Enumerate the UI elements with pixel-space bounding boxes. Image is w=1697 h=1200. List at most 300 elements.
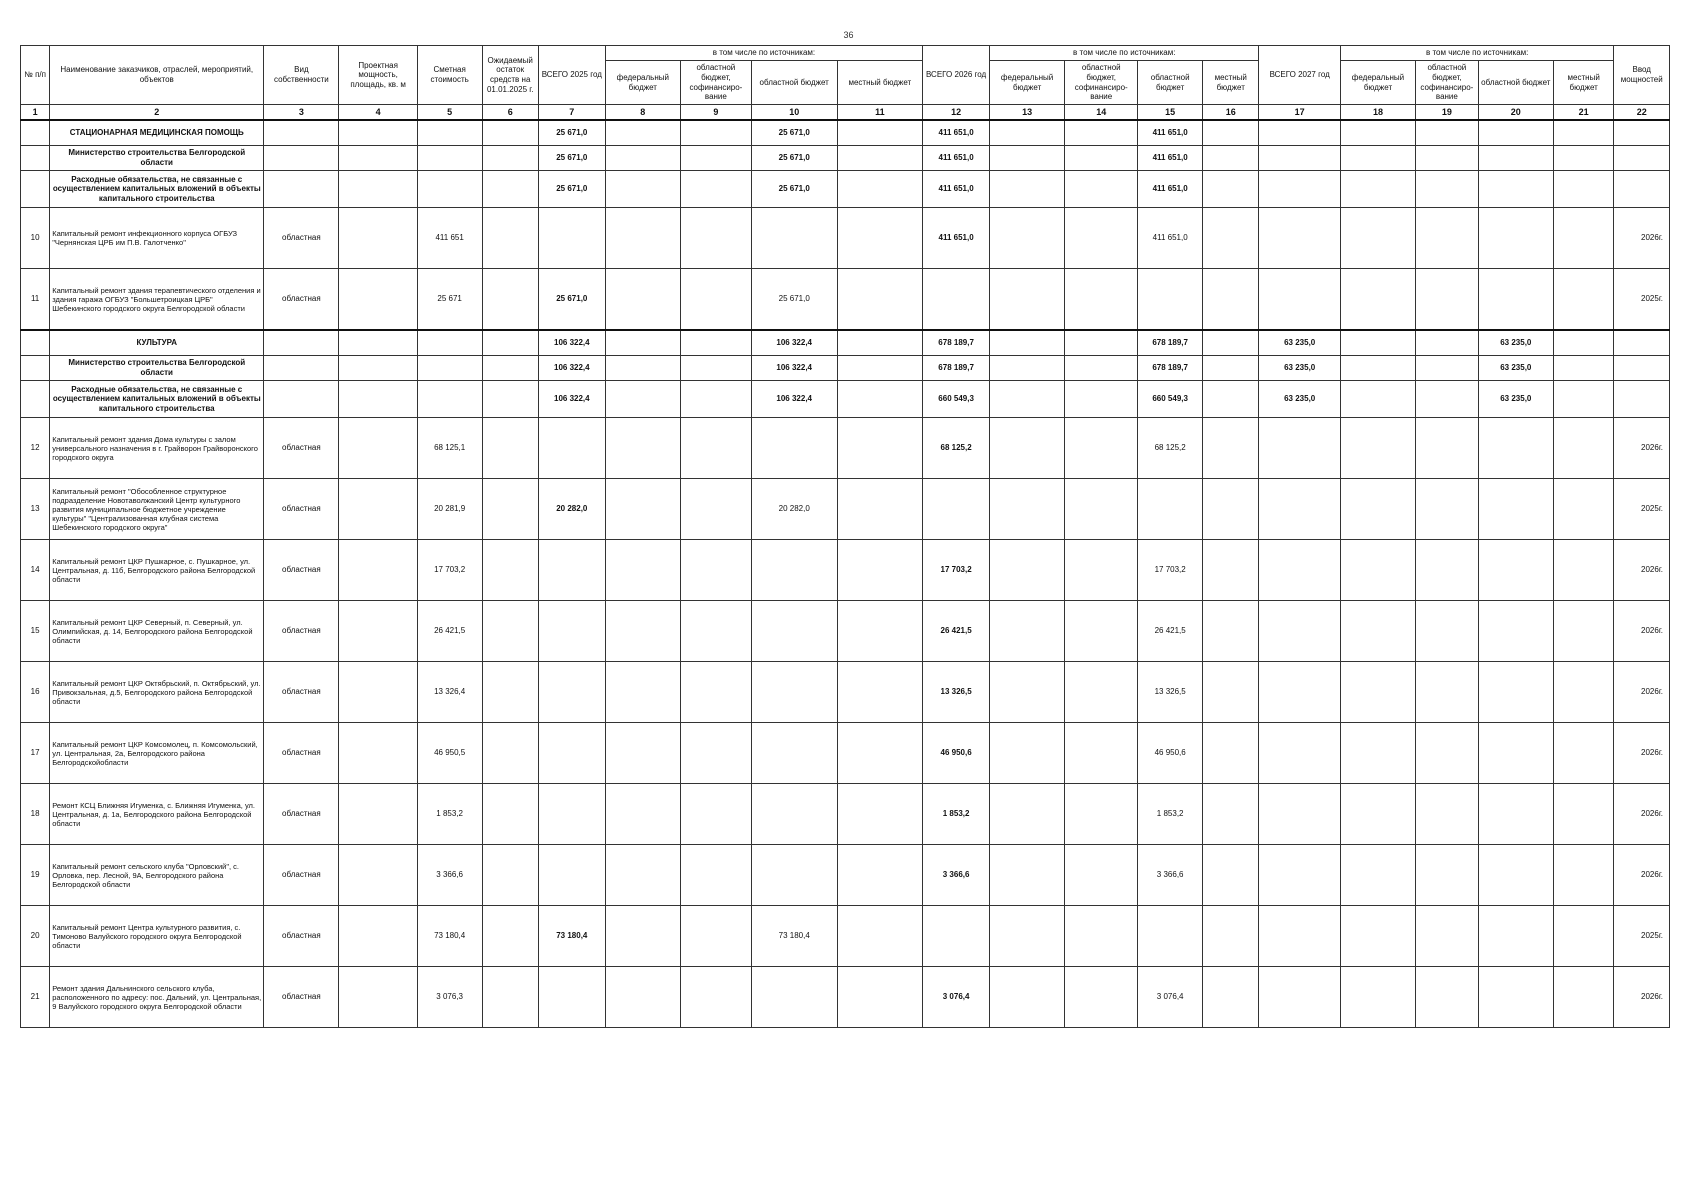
federal-2026 xyxy=(990,784,1065,845)
investment-program-table xyxy=(20,45,1670,1028)
capacity-input-year: 2026г. xyxy=(1614,208,1670,269)
estimated-cost: 13 326,4 xyxy=(417,662,482,723)
federal-2025 xyxy=(605,479,680,540)
remainder xyxy=(482,146,538,171)
total-2027 xyxy=(1259,418,1340,479)
column-number: 6 xyxy=(482,105,538,121)
ownership xyxy=(264,120,339,146)
header-regional-cofin-2025: областной бюджет, софинансиро-вание xyxy=(680,61,751,105)
capacity xyxy=(339,906,417,967)
estimated-cost xyxy=(417,120,482,146)
regional-2026: 678 189,7 xyxy=(1138,330,1203,356)
local-2025 xyxy=(837,784,923,845)
local-2027 xyxy=(1553,269,1614,331)
header-regional-cofin-2027: областной бюджет, софинансиро-вание xyxy=(1416,61,1479,105)
column-number: 10 xyxy=(751,105,837,121)
row-number: 21 xyxy=(21,967,50,1028)
estimated-cost xyxy=(417,146,482,171)
regional-cofin-2025 xyxy=(680,269,751,331)
total-2025: 25 671,0 xyxy=(538,120,605,146)
regional-2027: 63 235,0 xyxy=(1478,330,1553,356)
object-name: Капитальный ремонт "Обособленное структурное подразделение Новотаволжанский Центр культурного развития муниципальное бюджетное учреждение культуры" "Централизованная клубная система Шебекинского городского округа" xyxy=(50,479,264,540)
federal-2025 xyxy=(605,906,680,967)
regional-cofin-2027 xyxy=(1416,171,1479,208)
regional-cofin-2026 xyxy=(1065,356,1138,381)
federal-2025 xyxy=(605,269,680,331)
regional-2025 xyxy=(751,662,837,723)
estimated-cost xyxy=(417,381,482,418)
total-2025 xyxy=(538,601,605,662)
header-local-2027: местный бюджет xyxy=(1553,61,1614,105)
header-sources-2026: в том числе по источникам: xyxy=(990,46,1259,61)
column-number: 3 xyxy=(264,105,339,121)
regional-2027: 63 235,0 xyxy=(1478,381,1553,418)
capacity-input-year: 2026г. xyxy=(1614,418,1670,479)
column-number: 11 xyxy=(837,105,923,121)
ownership: областная xyxy=(264,479,339,540)
total-2025 xyxy=(538,662,605,723)
federal-2025 xyxy=(605,662,680,723)
regional-cofin-2026 xyxy=(1065,418,1138,479)
column-number: 15 xyxy=(1138,105,1203,121)
local-2025 xyxy=(837,601,923,662)
regional-2025: 25 671,0 xyxy=(751,269,837,331)
federal-2026 xyxy=(990,330,1065,356)
regional-2026: 660 549,3 xyxy=(1138,381,1203,418)
total-2026: 17 703,2 xyxy=(923,540,990,601)
remainder xyxy=(482,418,538,479)
federal-2027 xyxy=(1340,967,1415,1028)
capacity-input-year xyxy=(1614,171,1670,208)
total-2025: 25 671,0 xyxy=(538,171,605,208)
regional-2027 xyxy=(1478,601,1553,662)
regional-2025 xyxy=(751,784,837,845)
federal-2027 xyxy=(1340,381,1415,418)
federal-2026 xyxy=(990,418,1065,479)
total-2026: 68 125,2 xyxy=(923,418,990,479)
capacity-input-year: 2025г. xyxy=(1614,906,1670,967)
regional-2027 xyxy=(1478,120,1553,146)
row-number xyxy=(21,120,50,146)
regional-cofin-2025 xyxy=(680,381,751,418)
regional-2027 xyxy=(1478,479,1553,540)
total-2027 xyxy=(1259,723,1340,784)
total-2025: 106 322,4 xyxy=(538,356,605,381)
table-row-section xyxy=(21,120,1670,146)
remainder xyxy=(482,120,538,146)
remainder xyxy=(482,356,538,381)
capacity xyxy=(339,845,417,906)
total-2025: 25 671,0 xyxy=(538,146,605,171)
total-2026: 3 076,4 xyxy=(923,967,990,1028)
total-2025 xyxy=(538,967,605,1028)
column-number: 2 xyxy=(50,105,264,121)
capacity xyxy=(339,540,417,601)
regional-cofin-2027 xyxy=(1416,967,1479,1028)
local-2025 xyxy=(837,146,923,171)
row-number: 10 xyxy=(21,208,50,269)
remainder xyxy=(482,381,538,418)
local-2026 xyxy=(1203,967,1259,1028)
row-number xyxy=(21,171,50,208)
capacity xyxy=(339,381,417,418)
local-2026 xyxy=(1203,356,1259,381)
regional-cofin-2025 xyxy=(680,723,751,784)
total-2026: 411 651,0 xyxy=(923,171,990,208)
regional-2025 xyxy=(751,601,837,662)
regional-cofin-2026 xyxy=(1065,171,1138,208)
federal-2025 xyxy=(605,418,680,479)
capacity xyxy=(339,601,417,662)
regional-2026 xyxy=(1138,479,1203,540)
row-number xyxy=(21,356,50,381)
table-row-sub xyxy=(21,356,1670,381)
total-2027 xyxy=(1259,208,1340,269)
federal-2025 xyxy=(605,601,680,662)
regional-2026: 411 651,0 xyxy=(1138,120,1203,146)
total-2027 xyxy=(1259,784,1340,845)
header-regional-2026: областной бюджет xyxy=(1138,61,1203,105)
capacity xyxy=(339,784,417,845)
regional-cofin-2026 xyxy=(1065,479,1138,540)
regional-cofin-2026 xyxy=(1065,723,1138,784)
federal-2027 xyxy=(1340,479,1415,540)
total-2026: 46 950,6 xyxy=(923,723,990,784)
local-2027 xyxy=(1553,540,1614,601)
ownership: областная xyxy=(264,906,339,967)
local-2027 xyxy=(1553,723,1614,784)
regional-2025: 73 180,4 xyxy=(751,906,837,967)
local-2026 xyxy=(1203,662,1259,723)
total-2026: 678 189,7 xyxy=(923,330,990,356)
header-regional-2025: областной бюджет xyxy=(751,61,837,105)
capacity xyxy=(339,967,417,1028)
regional-cofin-2025 xyxy=(680,330,751,356)
ownership xyxy=(264,381,339,418)
local-2025 xyxy=(837,171,923,208)
local-2025 xyxy=(837,906,923,967)
regional-cofin-2027 xyxy=(1416,418,1479,479)
remainder xyxy=(482,540,538,601)
local-2025 xyxy=(837,662,923,723)
regional-2027 xyxy=(1478,146,1553,171)
total-2027 xyxy=(1259,120,1340,146)
table-row xyxy=(21,967,1670,1028)
object-name: Ремонт здания Дальнинского сельского клуба, расположенного по адресу: пос. Дальний, ул. Центральная, 9 Валуйского городского округа Белгородской области xyxy=(50,967,264,1028)
capacity-input-year xyxy=(1614,330,1670,356)
capacity xyxy=(339,330,417,356)
regional-cofin-2027 xyxy=(1416,479,1479,540)
total-2027 xyxy=(1259,967,1340,1028)
header-total-2026: ВСЕГО 2026 год xyxy=(923,46,990,105)
regional-cofin-2027 xyxy=(1416,540,1479,601)
object-name: Капитальный ремонт ЦКР Северный, п. Северный, ул. Олимпийская, д. 14, Белгородского района Белгородской области xyxy=(50,601,264,662)
row-number: 15 xyxy=(21,601,50,662)
regional-cofin-2027 xyxy=(1416,120,1479,146)
regional-cofin-2025 xyxy=(680,356,751,381)
local-2026 xyxy=(1203,146,1259,171)
ownership: областная xyxy=(264,540,339,601)
column-number-row xyxy=(21,105,1670,121)
local-2027 xyxy=(1553,330,1614,356)
regional-cofin-2026 xyxy=(1065,120,1138,146)
table-row xyxy=(21,479,1670,540)
regional-2026: 46 950,6 xyxy=(1138,723,1203,784)
table-row xyxy=(21,662,1670,723)
object-name: Капитальный ремонт инфекционного корпуса ОГБУЗ "Чернянская ЦРБ им П.В. Галотченко" xyxy=(50,208,264,269)
local-2027 xyxy=(1553,906,1614,967)
regional-2026: 3 366,6 xyxy=(1138,845,1203,906)
regional-cofin-2027 xyxy=(1416,381,1479,418)
table-row-sub xyxy=(21,146,1670,171)
regional-cofin-2025 xyxy=(680,208,751,269)
regional-cofin-2025 xyxy=(680,906,751,967)
remainder xyxy=(482,269,538,331)
estimated-cost xyxy=(417,330,482,356)
regional-cofin-2027 xyxy=(1416,208,1479,269)
regional-cofin-2025 xyxy=(680,418,751,479)
page-number: 36 xyxy=(843,30,854,40)
regional-2027 xyxy=(1478,723,1553,784)
header-regional-2027: областной бюджет xyxy=(1478,61,1553,105)
remainder xyxy=(482,601,538,662)
header-local-2025: местный бюджет xyxy=(837,61,923,105)
local-2026 xyxy=(1203,540,1259,601)
local-2027 xyxy=(1553,120,1614,146)
estimated-cost: 3 366,6 xyxy=(417,845,482,906)
federal-2026 xyxy=(990,381,1065,418)
ownership: областная xyxy=(264,784,339,845)
object-name: Министерство строительства Белгородской области xyxy=(50,146,264,171)
local-2025 xyxy=(837,418,923,479)
ownership: областная xyxy=(264,269,339,331)
regional-cofin-2025 xyxy=(680,146,751,171)
federal-2026 xyxy=(990,906,1065,967)
capacity xyxy=(339,120,417,146)
federal-2025 xyxy=(605,208,680,269)
regional-cofin-2027 xyxy=(1416,845,1479,906)
regional-2026 xyxy=(1138,269,1203,331)
remainder xyxy=(482,479,538,540)
table-row-section xyxy=(21,330,1670,356)
header-col-estimate: Сметная стоимость xyxy=(417,46,482,105)
local-2026 xyxy=(1203,120,1259,146)
regional-cofin-2026 xyxy=(1065,784,1138,845)
regional-cofin-2026 xyxy=(1065,269,1138,331)
regional-2026: 1 853,2 xyxy=(1138,784,1203,845)
estimated-cost: 411 651 xyxy=(417,208,482,269)
estimated-cost: 73 180,4 xyxy=(417,906,482,967)
regional-cofin-2026 xyxy=(1065,967,1138,1028)
federal-2027 xyxy=(1340,845,1415,906)
column-number: 18 xyxy=(1340,105,1415,121)
ownership: областная xyxy=(264,208,339,269)
total-2027 xyxy=(1259,906,1340,967)
row-number: 18 xyxy=(21,784,50,845)
header-row-1 xyxy=(21,46,1670,61)
table-row xyxy=(21,540,1670,601)
local-2027 xyxy=(1553,601,1614,662)
row-number: 17 xyxy=(21,723,50,784)
regional-2025: 25 671,0 xyxy=(751,146,837,171)
header-federal-2025: федеральный бюджет xyxy=(605,61,680,105)
regional-2025 xyxy=(751,723,837,784)
row-number xyxy=(21,381,50,418)
object-name: Министерство строительства Белгородской области xyxy=(50,356,264,381)
header-col-capacity-input: Ввод мощностей xyxy=(1614,46,1670,105)
regional-2025: 25 671,0 xyxy=(751,120,837,146)
row-number: 14 xyxy=(21,540,50,601)
total-2026: 26 421,5 xyxy=(923,601,990,662)
header-total-2027: ВСЕГО 2027 год xyxy=(1259,46,1340,105)
estimated-cost xyxy=(417,171,482,208)
row-number xyxy=(21,146,50,171)
header-col-remainder: Ожидаемый остаток средств на 01.01.2025 г. xyxy=(482,46,538,105)
local-2025 xyxy=(837,540,923,601)
total-2027 xyxy=(1259,146,1340,171)
total-2026: 1 853,2 xyxy=(923,784,990,845)
column-number: 22 xyxy=(1614,105,1670,121)
regional-2025 xyxy=(751,845,837,906)
ownership xyxy=(264,171,339,208)
regional-2025: 25 671,0 xyxy=(751,171,837,208)
federal-2027 xyxy=(1340,120,1415,146)
capacity-input-year: 2026г. xyxy=(1614,662,1670,723)
table-row xyxy=(21,845,1670,906)
capacity xyxy=(339,479,417,540)
total-2027 xyxy=(1259,601,1340,662)
local-2025 xyxy=(837,723,923,784)
regional-2027 xyxy=(1478,967,1553,1028)
regional-cofin-2027 xyxy=(1416,601,1479,662)
object-name: Капитальный ремонт ЦКР Октябрьский, п. Октябрьский, ул. Привокзальная, д.5, Белгородского района Белгородской области xyxy=(50,662,264,723)
federal-2026 xyxy=(990,601,1065,662)
column-number: 4 xyxy=(339,105,417,121)
regional-2026: 411 651,0 xyxy=(1138,208,1203,269)
remainder xyxy=(482,330,538,356)
local-2025 xyxy=(837,356,923,381)
object-name: Капитальный ремонт Центра культурного развития, с. Тимоново Валуйского городского округа Белгородской области xyxy=(50,906,264,967)
ownership: областная xyxy=(264,723,339,784)
row-number: 20 xyxy=(21,906,50,967)
regional-cofin-2025 xyxy=(680,171,751,208)
column-number: 14 xyxy=(1065,105,1138,121)
federal-2025 xyxy=(605,381,680,418)
row-number: 11 xyxy=(21,269,50,331)
federal-2026 xyxy=(990,120,1065,146)
table-row-exp xyxy=(21,171,1670,208)
ownership: областная xyxy=(264,601,339,662)
table-row xyxy=(21,208,1670,269)
table-row-exp xyxy=(21,381,1670,418)
local-2026 xyxy=(1203,269,1259,331)
regional-cofin-2025 xyxy=(680,845,751,906)
table-row xyxy=(21,418,1670,479)
regional-cofin-2026 xyxy=(1065,330,1138,356)
federal-2026 xyxy=(990,967,1065,1028)
federal-2025 xyxy=(605,723,680,784)
remainder xyxy=(482,208,538,269)
local-2027 xyxy=(1553,418,1614,479)
regional-cofin-2027 xyxy=(1416,723,1479,784)
local-2026 xyxy=(1203,330,1259,356)
local-2025 xyxy=(837,269,923,331)
regional-2025: 106 322,4 xyxy=(751,356,837,381)
regional-2027 xyxy=(1478,906,1553,967)
regional-2026: 68 125,2 xyxy=(1138,418,1203,479)
federal-2027 xyxy=(1340,146,1415,171)
local-2025 xyxy=(837,120,923,146)
local-2027 xyxy=(1553,356,1614,381)
capacity-input-year: 2026г. xyxy=(1614,723,1670,784)
estimated-cost xyxy=(417,356,482,381)
federal-2025 xyxy=(605,845,680,906)
federal-2027 xyxy=(1340,784,1415,845)
estimated-cost: 3 076,3 xyxy=(417,967,482,1028)
local-2026 xyxy=(1203,601,1259,662)
regional-2027: 63 235,0 xyxy=(1478,356,1553,381)
regional-2027 xyxy=(1478,208,1553,269)
remainder xyxy=(482,967,538,1028)
regional-2026: 13 326,5 xyxy=(1138,662,1203,723)
capacity-input-year: 2026г. xyxy=(1614,967,1670,1028)
regional-2026: 411 651,0 xyxy=(1138,171,1203,208)
header-col-ownership: Вид собственности xyxy=(264,46,339,105)
remainder xyxy=(482,662,538,723)
object-name: Капитальный ремонт ЦКР Комсомолец, п. Комсомольский, ул. Центральная, 2а, Белгородского района Белгородскойобласти xyxy=(50,723,264,784)
row-number xyxy=(21,330,50,356)
total-2026 xyxy=(923,269,990,331)
local-2027 xyxy=(1553,845,1614,906)
remainder xyxy=(482,171,538,208)
capacity xyxy=(339,269,417,331)
row-number: 19 xyxy=(21,845,50,906)
regional-2025: 20 282,0 xyxy=(751,479,837,540)
row-number: 13 xyxy=(21,479,50,540)
regional-2026: 411 651,0 xyxy=(1138,146,1203,171)
total-2025 xyxy=(538,845,605,906)
row-number: 16 xyxy=(21,662,50,723)
estimated-cost: 46 950,5 xyxy=(417,723,482,784)
total-2027 xyxy=(1259,479,1340,540)
object-name: Ремонт КСЦ Ближняя Игуменка, с. Ближняя Игуменка, ул. Центральная, д. 1а, Белгородского района Белгородской области xyxy=(50,784,264,845)
total-2025: 106 322,4 xyxy=(538,381,605,418)
object-name: Капитальный ремонт здания терапевтического отделения и здания гаража ОГБУЗ "Большетроицкая ЦРБ" Шебекинского городского округа Белгородской области xyxy=(50,269,264,331)
total-2025 xyxy=(538,723,605,784)
total-2025: 25 671,0 xyxy=(538,269,605,331)
ownership xyxy=(264,146,339,171)
capacity-input-year: 2025г. xyxy=(1614,269,1670,331)
capacity xyxy=(339,356,417,381)
column-number: 13 xyxy=(990,105,1065,121)
local-2026 xyxy=(1203,381,1259,418)
federal-2027 xyxy=(1340,906,1415,967)
regional-cofin-2027 xyxy=(1416,662,1479,723)
ownership: областная xyxy=(264,662,339,723)
local-2026 xyxy=(1203,479,1259,540)
capacity xyxy=(339,171,417,208)
ownership: областная xyxy=(264,967,339,1028)
estimated-cost: 17 703,2 xyxy=(417,540,482,601)
total-2026: 660 549,3 xyxy=(923,381,990,418)
regional-2025: 106 322,4 xyxy=(751,330,837,356)
federal-2027 xyxy=(1340,418,1415,479)
local-2027 xyxy=(1553,662,1614,723)
remainder xyxy=(482,906,538,967)
capacity-input-year xyxy=(1614,381,1670,418)
regional-2025 xyxy=(751,418,837,479)
total-2025: 106 322,4 xyxy=(538,330,605,356)
